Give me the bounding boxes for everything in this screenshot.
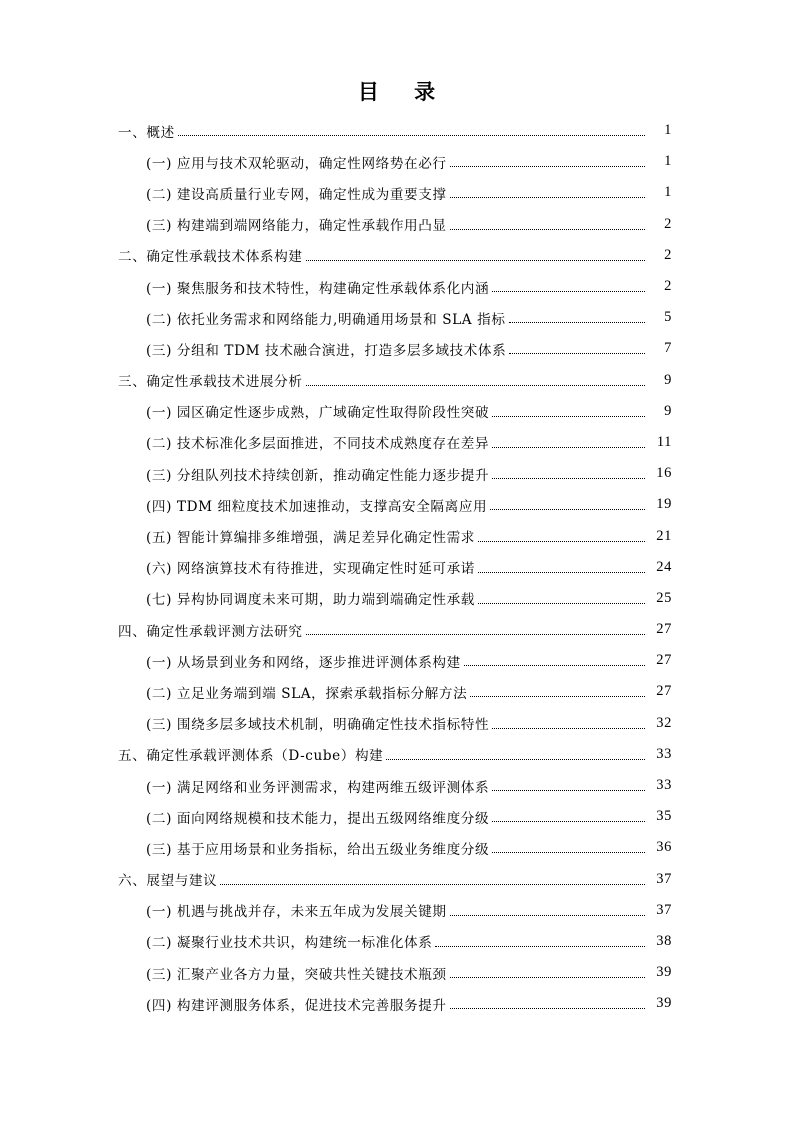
toc-page-number: 32 [656,714,672,731]
toc-subsection-entry[interactable] [0,832,793,863]
toc-entry-text: 五、确定性承载评测体系（D-cube）构建 [118,748,384,765]
dot-leader [306,385,645,386]
dot-leader [386,759,645,760]
toc-subsection-entry[interactable] [0,489,793,520]
toc-page-number: 2 [664,246,672,263]
dot-leader [220,884,645,885]
toc-entry-text: (三) 构建端到端网络能力，确定性承载作用凸显 [146,218,447,235]
toc-page-number: 7 [664,340,672,357]
toc-section-entry[interactable] [0,240,793,271]
toc-page-number: 21 [656,527,672,544]
toc-page-number: 39 [656,995,672,1012]
toc-title: 目 录 [357,80,450,104]
toc-subsection-entry[interactable] [0,396,793,427]
toc-page-number: 38 [656,932,672,949]
toc-entry-text: (二) 面向网络规模和技术能力，提出五级网络维度分级 [146,810,490,827]
dot-leader [464,665,645,666]
toc-page-number: 19 [656,496,672,513]
toc-entry-text: (一) 满足网络和业务评测需求，构建两维五级评测体系 [146,779,490,796]
toc-subsection-entry[interactable] [0,427,793,458]
toc-subsection-entry[interactable] [0,676,793,707]
toc-entry-text: (二) 凝聚行业技术共识，构建统一标准化体系 [146,935,433,952]
toc-subsection-entry[interactable] [0,177,793,208]
toc-entry-text: 一、概述 [118,124,175,141]
toc-page-number: 33 [656,777,672,794]
toc-page-number: 35 [656,808,672,825]
dot-leader [492,478,645,479]
toc-entry-text: (五) 智能计算编排多维增强，满足差异化确定性需求 [146,530,475,547]
toc-page-number: 5 [664,309,672,326]
toc-page-number: 16 [656,465,672,482]
dot-leader [450,197,645,198]
toc-entry-text: (二) 技术标准化多层面推进，不同技术成熟度存在差异 [146,436,490,453]
dot-leader [450,1008,645,1009]
toc-subsection-entry[interactable] [0,957,793,988]
toc-entry-text: (六) 网络演算技术有待推进，实现确定性时延可承诺 [146,561,475,578]
toc-entry-text: (一) 从场景到业务和网络，逐步推进评测体系构建 [146,654,461,671]
toc-page-number: 27 [656,621,672,638]
toc-entry-text: (一) 机遇与挑战并存，未来五年成为发展关键期 [146,904,447,921]
toc-page-number: 9 [664,402,672,419]
toc-subsection-entry[interactable] [0,583,793,614]
toc-subsection-entry[interactable] [0,770,793,801]
toc-page-number: 33 [656,745,672,762]
toc-page-number: 2 [664,278,672,295]
dot-leader [470,696,645,697]
toc-section-entry[interactable] [0,115,793,146]
toc-entry-text: 二、确定性承载技术体系构建 [118,249,303,266]
toc-page-number: 2 [664,215,672,232]
dot-leader [492,852,645,853]
toc-page-number: 1 [664,122,672,139]
toc-page-number: 39 [656,964,672,981]
toc-subsection-entry[interactable] [0,708,793,739]
toc-entry-text: (四) 构建评测服务体系，促进技术完善服务提升 [146,997,447,1014]
dot-leader [450,977,645,978]
dot-leader [492,416,645,417]
dot-leader [492,790,645,791]
dot-leader [450,915,645,916]
toc-entry-text: (二) 立足业务端到端 SLA，探索承载指标分解方法 [146,685,468,702]
toc-entry-text: (三) 分组和 TDM 技术融合演进，打造多层多域技术体系 [146,342,507,359]
toc-section-entry[interactable] [0,365,793,396]
dot-leader [492,821,645,822]
dot-leader [478,572,645,573]
toc-page-number: 9 [664,371,672,388]
dot-leader [178,135,645,136]
toc-section-entry[interactable] [0,614,793,645]
toc-subsection-entry[interactable] [0,895,793,926]
dot-leader [450,166,645,167]
toc-page-number: 1 [664,184,672,201]
toc-entry-text: (四) TDM 细粒度技术加速推动，支撑高安全隔离应用 [146,498,488,515]
toc-entry-text: (三) 分组队列技术持续创新，推动确定性能力逐步提升 [146,467,490,484]
toc-subsection-entry[interactable] [0,988,793,1019]
toc-page-number: 25 [656,589,672,606]
dot-leader [306,634,645,635]
toc-list [0,115,793,1019]
toc-page-number: 27 [656,652,672,669]
toc-subsection-entry[interactable] [0,520,793,551]
toc-subsection-entry[interactable] [0,801,793,832]
toc-page-number: 11 [656,433,672,450]
dot-leader [478,541,645,542]
toc-subsection-entry[interactable] [0,271,793,302]
dot-leader [492,728,645,729]
dot-leader [509,353,645,354]
toc-subsection-entry[interactable] [0,645,793,676]
toc-entry-text: (三) 基于应用场景和业务指标，给出五级业务维度分级 [146,841,490,858]
toc-page-number: 37 [656,870,672,887]
toc-page-number: 36 [656,839,672,856]
dot-leader [450,229,645,230]
toc-page-number: 1 [664,153,672,170]
toc-page-number: 27 [656,683,672,700]
toc-subsection-entry[interactable] [0,458,793,489]
dot-leader [492,447,645,448]
toc-subsection-entry[interactable] [0,209,793,240]
toc-entry-text: (七) 异构协同调度未来可期，助力端到端确定性承载 [146,592,475,609]
toc-subsection-entry[interactable] [0,552,793,583]
dot-leader [492,291,645,292]
toc-page-number: 37 [656,901,672,918]
dot-leader [306,260,645,261]
toc-entry-text: (二) 依托业务需求和网络能力,明确通用场景和 SLA 指标 [146,311,506,328]
dot-leader [509,322,645,323]
toc-entry-text: (三) 围绕多层多域技术机制，明确确定性技术指标特性 [146,717,490,734]
toc-entry-text: 六、展望与建议 [118,873,218,890]
toc-page-number: 24 [656,558,672,575]
dot-leader [490,509,645,510]
toc-section-entry[interactable] [0,739,793,770]
toc-entry-text: (二) 建设高质量行业专网，确定性成为重要支撑 [146,186,447,203]
toc-subsection-entry[interactable] [0,146,793,177]
toc-subsection-entry[interactable] [0,333,793,364]
toc-entry-text: (三) 汇聚产业各方力量，突破共性关键技术瓶颈 [146,966,447,983]
toc-entry-text: 三、确定性承载技术进展分析 [118,374,303,391]
toc-entry-text: 四、确定性承载评测方法研究 [118,623,303,640]
toc-subsection-entry[interactable] [0,926,793,957]
toc-section-entry[interactable] [0,864,793,895]
toc-entry-text: (一) 园区确定性逐步成熟，广域确定性取得阶段性突破 [146,405,490,422]
toc-entry-text: (一) 应用与技术双轮驱动，确定性网络势在必行 [146,155,447,172]
toc-subsection-entry[interactable] [0,302,793,333]
dot-leader [435,946,645,947]
toc-entry-text: (一) 聚焦服务和技术特性，构建确定性承载体系化内涵 [146,280,490,297]
dot-leader [478,603,645,604]
